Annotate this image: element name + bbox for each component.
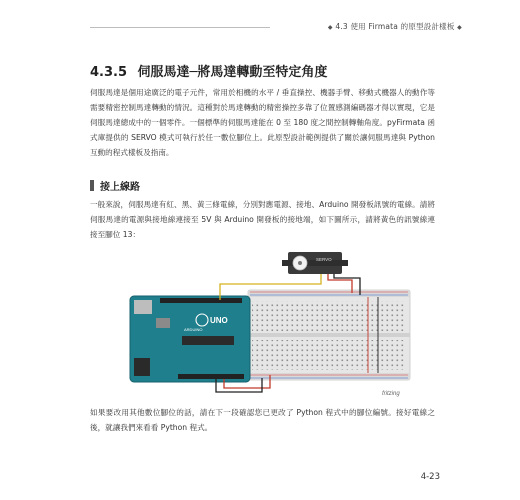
wiring-paragraph: 一般來說，伺服馬達有紅、黑、黃三條電線，分別對應電源、接地、Arduino 開發板訊號的電線。請將伺服馬達的電源與接地線連接至 5V 與 Arduino 開發板的接地端，如下圖所示，請將黃色的訊號線連接至腳位 13： [90,200,435,239]
section-heading [90,61,327,80]
arduino-board [130,296,250,382]
header-bullet-right: ◆ [457,24,462,31]
fritzing-watermark: fritzing [382,391,400,397]
servo-label: SERVO [316,257,332,262]
section-number: 4.3.5 [90,65,128,80]
page-number: 4-23 [420,472,440,482]
subsection-heading [90,178,140,193]
closing-paragraph: 如果要改用其他數位腳位的話，請在下一段確認您已更改了 Python 程式中的腳位編號。接好電線之後，就讓我們來看看 Python 程式。 [90,408,435,432]
board-model-label: UNO [210,316,228,325]
breadboard [248,290,410,380]
header-bullet-left: ◆ [327,24,333,31]
running-header [328,21,462,32]
subsection-title: 接上線路 [100,182,140,193]
board-brand-label: ARDUINO [184,327,203,332]
section-title: 伺服馬達─將馬達轉動至特定角度 [137,65,328,80]
intro-paragraph: 伺服馬達是個用途廣泛的電子元件，常用於相機的水平 / 垂直操控、機器手臂、移動式機器人的動作等需要精密控制馬達轉動的情況。這種對於馬達轉動的精密操控多靠了位置感測編碼器才得以實現，它是伺服馬達總成中的一個零件。一個標準的伺服馬達能在 0 至 180 度之間控制轉軸角度。pyFirmata 函式庫提供的 SERVO 模式可執行於任一數位腳位上。此原型設計範例提供了關於讓伺服馬達與 Python 互動的程式樣板及指南。 [90,88,435,157]
running-header-title: 4.3 使用 Firmata 的原型設計樣板 [335,22,455,31]
subsection-marker [90,180,94,191]
header-rule [90,27,270,28]
servo-motor [282,252,348,274]
wiring-diagram [120,248,420,398]
